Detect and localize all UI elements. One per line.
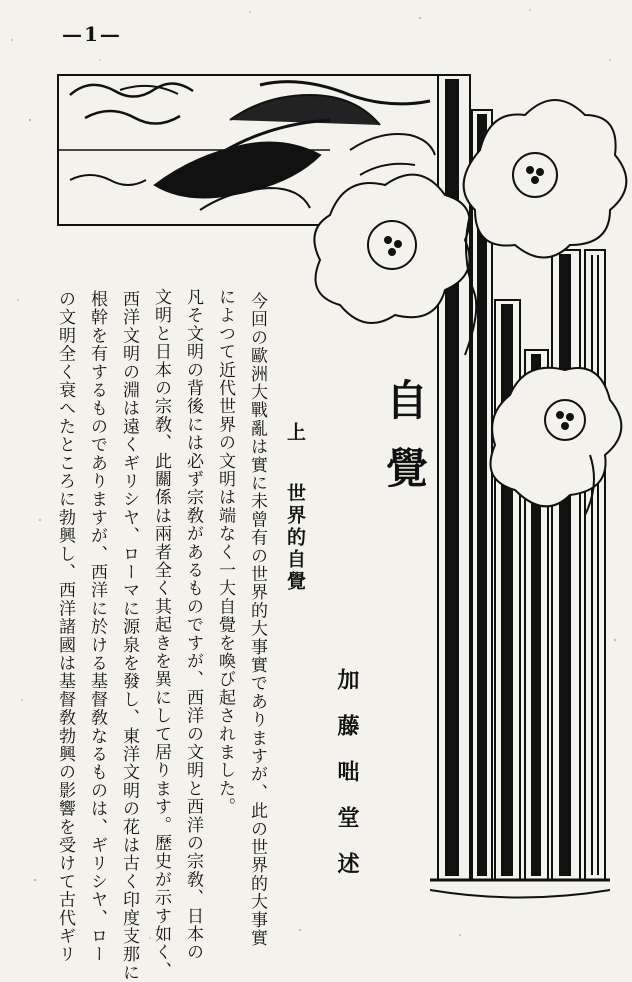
section-heading xyxy=(282,422,309,593)
body-column-4: 文明と日本の宗敎、此關係は兩者全く其起きを異にして居ります。歷史が示す如く、 xyxy=(151,288,171,980)
body-column-6: 根幹を有するものでありますが、西洋に於ける基督敎なるものは、ギリシヤ、ロー xyxy=(87,290,107,964)
body-column-2: によつて近代世界の文明は端なく一大自覺を喚び起されました。 xyxy=(215,288,235,816)
body-column-1: 今回の歐洲大戰亂は實に未曾有の世界的大事實でありますが、此の世界的大事實 xyxy=(247,292,267,948)
section-heading-text: 世界的自覺 xyxy=(284,483,306,593)
page-number: —1— xyxy=(62,22,122,46)
author-byline: 加藤咄堂述 xyxy=(334,668,360,898)
body-column-7: の文明全く衰へたところに勃興し、西洋諸國は基督敎勃興の影響を受けて古代ギリ xyxy=(55,290,75,964)
section-mark: 上 xyxy=(284,422,306,444)
body-column-3: 凡そ文明の背後には必ず宗敎があるものですが、西洋の文明と西洋の宗敎、日本の xyxy=(183,288,203,962)
main-title: 自覺 xyxy=(380,378,429,514)
body-column-5: 西洋文明の淵は遠くギリシヤ、ローマに源泉を發し、東洋文明の花は古く印度支那に xyxy=(119,290,139,982)
